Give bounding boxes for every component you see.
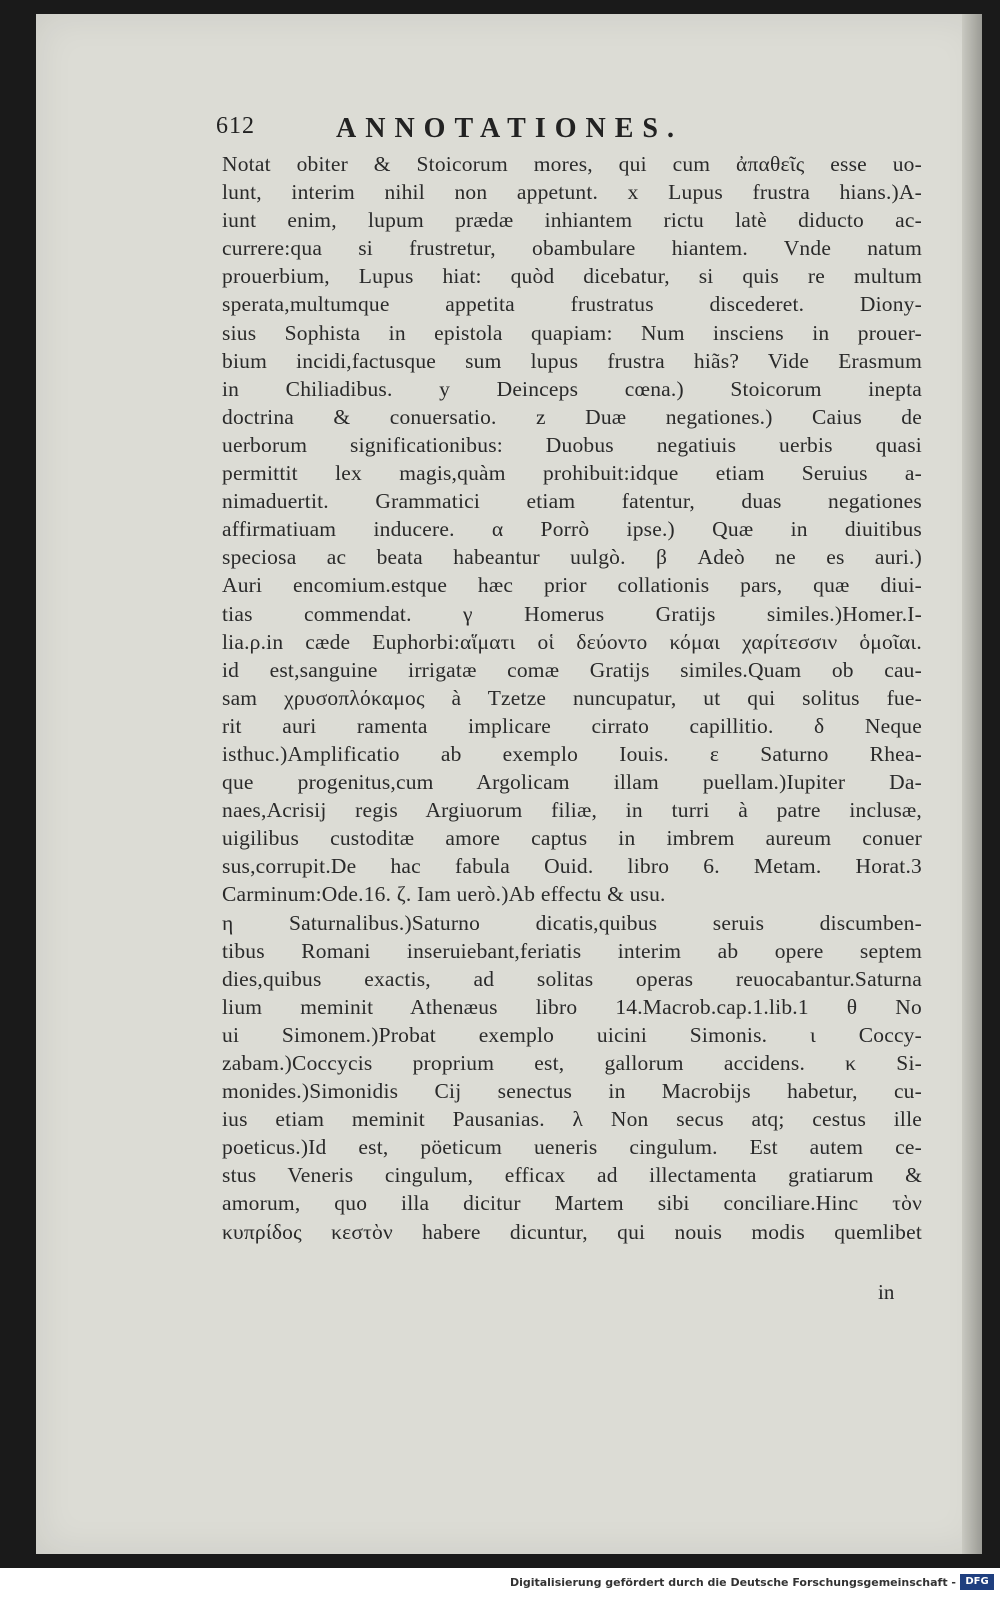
- digitization-footer: [0, 1568, 1000, 1600]
- text-line: κυπρίδος κεστὸν habere dicuntur, qui nouis modis quemlibet: [222, 1219, 922, 1244]
- page-edge: [962, 14, 982, 1554]
- funding-credit: Digitalisierung gefördert durch die Deutsche Forschungsgemeinschaft -: [509, 1576, 956, 1589]
- text-line: sus,corrupit.De hac fabula Ouid. libro 6. Metam. Horat.3: [222, 854, 922, 879]
- catchword: in: [878, 1280, 895, 1304]
- text-line: speciosa ac beata habeantur uulgò. β Adeò ne es auri.): [222, 545, 922, 570]
- annotation-text-block: [222, 150, 922, 1246]
- text-line: prouerbium, Lupus hiat: quòd dicebatur, si quis re multum: [222, 264, 922, 289]
- text-line: tibus Romani inseruiebant,feriatis interim ab opere septem: [222, 938, 922, 963]
- text-line: ui Simonem.)Probat exemplo uicini Simonis. ι Coccy-: [222, 1022, 922, 1047]
- text-line: iunt enim, lupum prædæ inhiantem rictu latè diducto ac-: [222, 208, 922, 233]
- text-line: stus Veneris cingulum, efficax ad illectamenta gratiarum &: [222, 1163, 922, 1188]
- text-line: monides.)Simonidis Cij senectus in Macrobijs habetur, cu-: [222, 1079, 922, 1104]
- text-line: lia.ρ.in cæde Euphorbi:αἵματι οἱ δεύοντο κόμαι χαρίτεσσιν ὁμοῖαι.: [222, 629, 922, 654]
- text-line: tias commendat. γ Homerus Gratijs similes.)Homer.I-: [222, 601, 922, 626]
- text-line: η Saturnalibus.)Saturno dicatis,quibus seruis discumben-: [222, 910, 922, 935]
- text-line: uigilibus custoditæ amore captus in imbrem aureum conuer: [222, 826, 922, 851]
- text-line: lium meminit Athenæus libro 14.Macrob.cap.1.lib.1 θ No: [222, 994, 922, 1019]
- text-line: dies,quibus exactis, ad solitas operas reuocabantur.Saturna: [222, 966, 922, 991]
- text-line: amorum, quo illa dicitur Martem sibi conciliare.Hinc τὸν: [222, 1191, 922, 1216]
- text-line: uerborum significationibus: Duobus negatiuis uerbis quasi: [222, 432, 922, 457]
- text-line: zabam.)Coccycis proprium est, gallorum accidens. κ Si-: [222, 1051, 922, 1075]
- text-line: Notat obiter & Stoicorum mores, qui cum ἀπαθεῖς esse uo-: [222, 152, 922, 176]
- text-line: poeticus.)Id est, pöeticum ueneris cingulum. Est autem ce-: [222, 1135, 922, 1160]
- text-line: doctrina & conuersatio. z Duæ negationes.) Caius de: [222, 404, 922, 429]
- dfg-logo: DFG: [960, 1574, 994, 1590]
- text-line: isthuc.)Amplificatio ab exemplo Iouis. ε Saturno Rhea-: [222, 741, 922, 766]
- text-line: nimaduertit. Grammatici etiam fatentur, duas negationes: [222, 489, 922, 514]
- text-line: permittit lex magis,quàm prohibuit:idque etiam Seruius a-: [222, 461, 922, 486]
- page-number: 612: [216, 113, 255, 139]
- text-line: affirmatiuam inducere. α Porrò ipse.) Quæ in diuitibus: [222, 517, 922, 542]
- text-line: sius Sophista in epistola quapiam: Num insciens in prouer-: [222, 320, 922, 345]
- text-line: id est,sanguine irrigatæ comæ Gratijs similes.Quam ob cau-: [222, 657, 922, 682]
- text-line: rit auri ramenta implicare cirrato capillitio. δ Neque: [222, 713, 922, 738]
- text-line: currere:qua si frustretur, obambulare hiantem. Vnde natum: [222, 236, 922, 261]
- text-line: lunt, interim nihil non appetunt. x Lupus frustra hians.)A-: [222, 180, 922, 205]
- text-line: que progenitus,cum Argolicam illam puellam.)Iupiter Da-: [222, 770, 922, 795]
- text-line: in Chiliadibus. y Deinceps cœna.) Stoicorum inepta: [222, 376, 922, 401]
- text-line: Carminum:Ode.16. ζ. Iam uerò.)Ab effectu & usu.: [222, 882, 666, 907]
- text-line: sperata,multumque appetita frustratus discederet. Diony-: [222, 292, 922, 317]
- running-title: ANNOTATIONES.: [336, 113, 684, 144]
- text-line: sam χρυσοπλόκαμος à Tzetze nuncupatur, ut qui solitus fue-: [222, 685, 922, 710]
- text-line: naes,Acrisij regis Argiuorum filiæ, in turri à patre inclusæ,: [222, 798, 922, 823]
- text-line: ius etiam meminit Pausanias. λ Non secus atq; cestus ille: [222, 1107, 922, 1132]
- text-line: Auri encomium.estque hæc prior collationis pars, quæ diui-: [222, 573, 922, 598]
- text-line: bium incidi,factusque sum lupus frustra hiãs? Vide Erasmum: [222, 348, 922, 373]
- page-header: [216, 113, 786, 153]
